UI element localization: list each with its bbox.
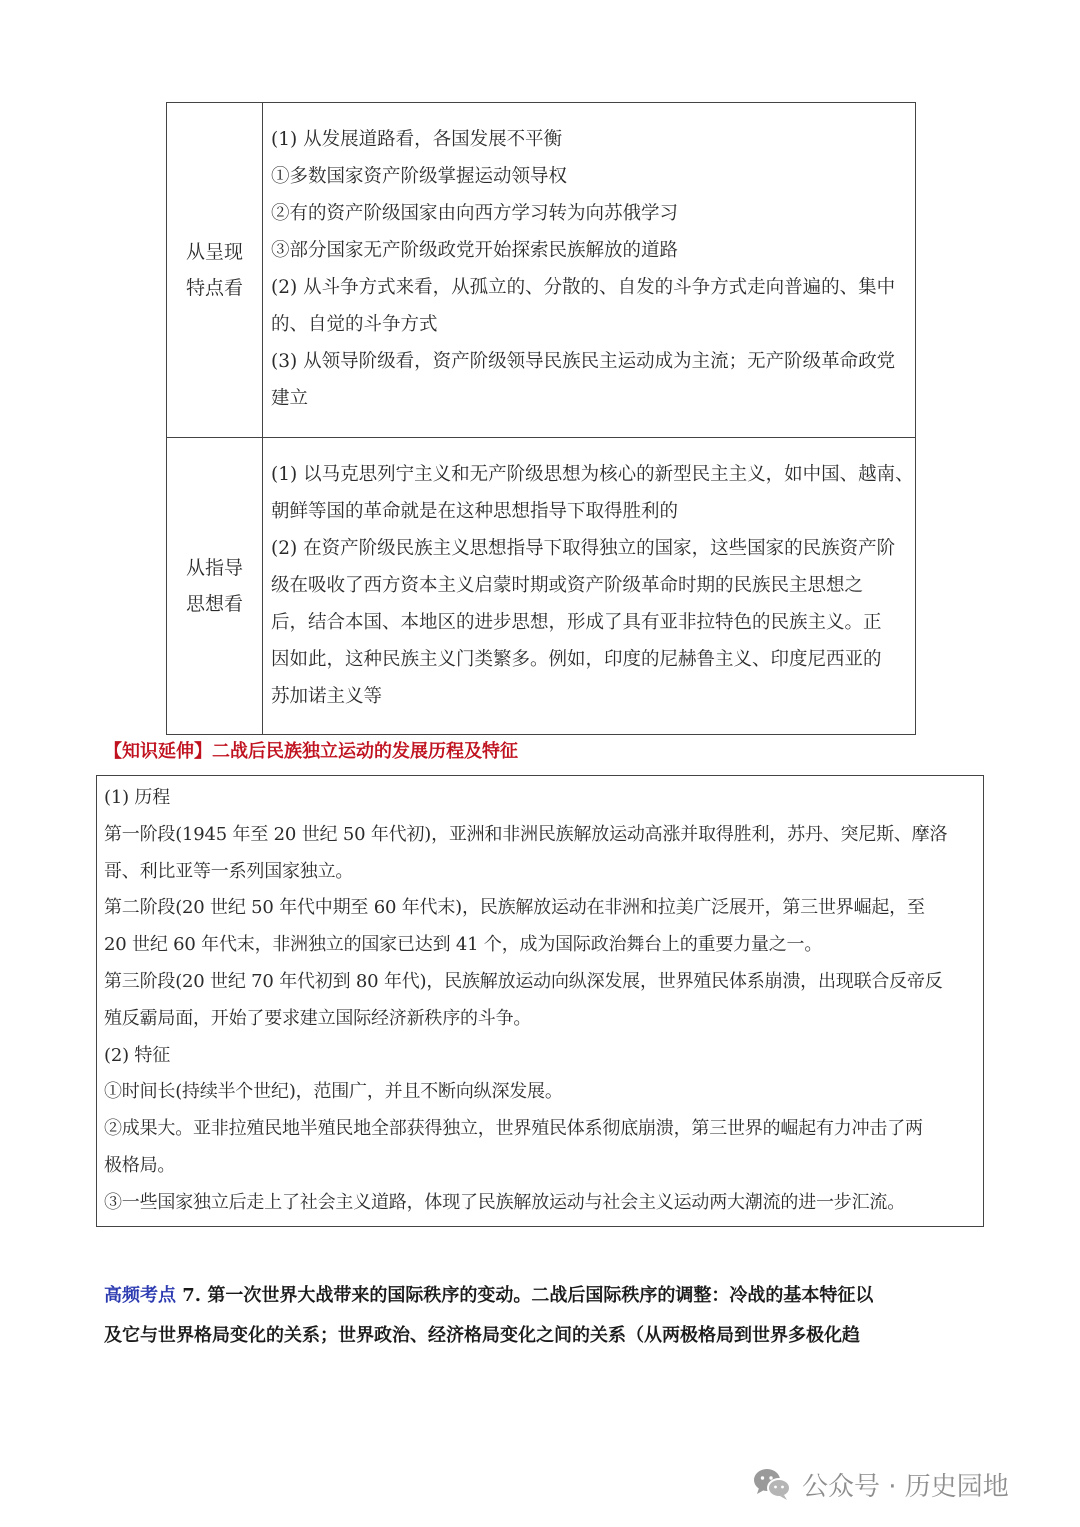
row-label-line: 从指导 — [185, 557, 243, 579]
topic-line: 及它与世界格局变化的关系；世界政治、经济格局变化之间的关系（从两极格局到世界多极化趋 — [104, 1325, 860, 1346]
extension-line: ②成果大。亚非拉殖民地半殖民地全部获得独立，世界殖民体系彻底崩溃，第三世界的崛起有力冲击了两 — [104, 1118, 923, 1140]
feature-table — [166, 102, 916, 735]
extension-line: (2) 特征 — [104, 1044, 171, 1066]
content-line: 级在吸收了西方资本主义启蒙时期或资产阶级革命时期的民族民主思想之 — [271, 574, 864, 596]
content-line: (3) 从领导阶级看，资产阶级领导民族民主运动成为主流；无产阶级革命政党 — [271, 351, 896, 372]
extension-line: 第二阶段(20 世纪 50 年代中期至 60 年代末)，民族解放运动在非洲和拉美广泛展开，第三世界崛起，至 — [104, 897, 925, 919]
row-content — [263, 438, 916, 735]
high-frequency-topic — [104, 1276, 984, 1356]
content-line: 苏加诺主义等 — [271, 685, 383, 707]
watermark-text: 公众号 · 历史园地 — [802, 1471, 1009, 1502]
row-label-line: 特点看 — [185, 277, 243, 299]
topic-line — [104, 1276, 984, 1316]
watermark — [752, 1462, 1009, 1506]
content-line: 建立 — [271, 388, 309, 409]
extension-line: 殖反霸局面，开始了要求建立国际经济新秩序的斗争。 — [104, 1007, 532, 1029]
extension-box — [96, 775, 984, 1227]
topic-text: 7. 第一次世界大战带来的国际秩序的变动。二战后国际秩序的调整：冷战的基本特征以 — [176, 1285, 874, 1306]
extension-line: (1) 历程 — [104, 787, 171, 808]
extension-line: 第一阶段(1945 年至 20 世纪 50 年代初)，亚洲和非洲民族解放运动高涨并取得胜利，苏丹、突尼斯、摩洛 — [104, 823, 948, 845]
table-row — [167, 438, 916, 735]
row-content — [263, 103, 916, 438]
table-row — [167, 103, 916, 438]
extension-line: 哥、利比亚等一系列国家独立。 — [104, 860, 354, 882]
content-line: 朝鲜等国的革命就是在这种思想指导下取得胜利的 — [271, 500, 679, 522]
extension-line: 第三阶段(20 世纪 70 年代初到 80 年代)，民族解放运动向纵深发展，世界殖民体系崩溃，出现联合反帝反 — [104, 970, 943, 992]
extension-line: 20 世纪 60 年代末，非洲独立的国家已达到 41 个，成为国际政治舞台上的重要力量之一。 — [104, 934, 823, 956]
wechat-icon — [752, 1467, 792, 1501]
extension-heading: 【知识延伸】二战后民族独立运动的发展历程及特征 — [104, 741, 518, 762]
row-label — [167, 103, 263, 438]
content-line: (1) 以马克思列宁主义和无产阶级思想为核心的新型民主主义，如中国、越南、 — [271, 463, 914, 485]
content-line: ①多数国家资产阶级掌握运动领导权 — [271, 166, 568, 187]
content-line: (2) 在资产阶级民族主义思想指导下取得独立的国家，这些国家的民族资产阶 — [271, 537, 896, 559]
row-label-line: 思想看 — [185, 593, 243, 615]
content-line: (2) 从斗争方式来看，从孤立的、分散的、自发的斗争方式走向普遍的、集中 — [271, 277, 896, 298]
row-label-line: 从呈现 — [185, 241, 243, 263]
topic-label: 高频考点 — [104, 1285, 176, 1306]
extension-line: ①时间长(持续半个世纪)，范围广，并且不断向纵深发展。 — [104, 1081, 563, 1103]
content-line: 的、自觉的斗争方式 — [271, 314, 438, 335]
content-line: 后，结合本国、本地区的进步思想，形成了具有亚非拉特色的民族主义。正 — [271, 611, 882, 633]
extension-line: ③一些国家独立后走上了社会主义道路，体现了民族解放运动与社会主义运动两大潮流的进一步汇流。 — [104, 1191, 905, 1213]
content-line: (1) 从发展道路看，各国发展不平衡 — [271, 129, 563, 150]
content-line: 因如此，这种民族主义门类繁多。例如，印度的尼赫鲁主义、印度尼西亚的 — [271, 648, 882, 670]
row-label — [167, 438, 263, 735]
content-line: ②有的资产阶级国家由向西方学习转为向苏俄学习 — [271, 203, 679, 224]
extension-line: 极格局。 — [104, 1154, 176, 1176]
content-line: ③部分国家无产阶级政党开始探索民族解放的道路 — [271, 240, 679, 261]
